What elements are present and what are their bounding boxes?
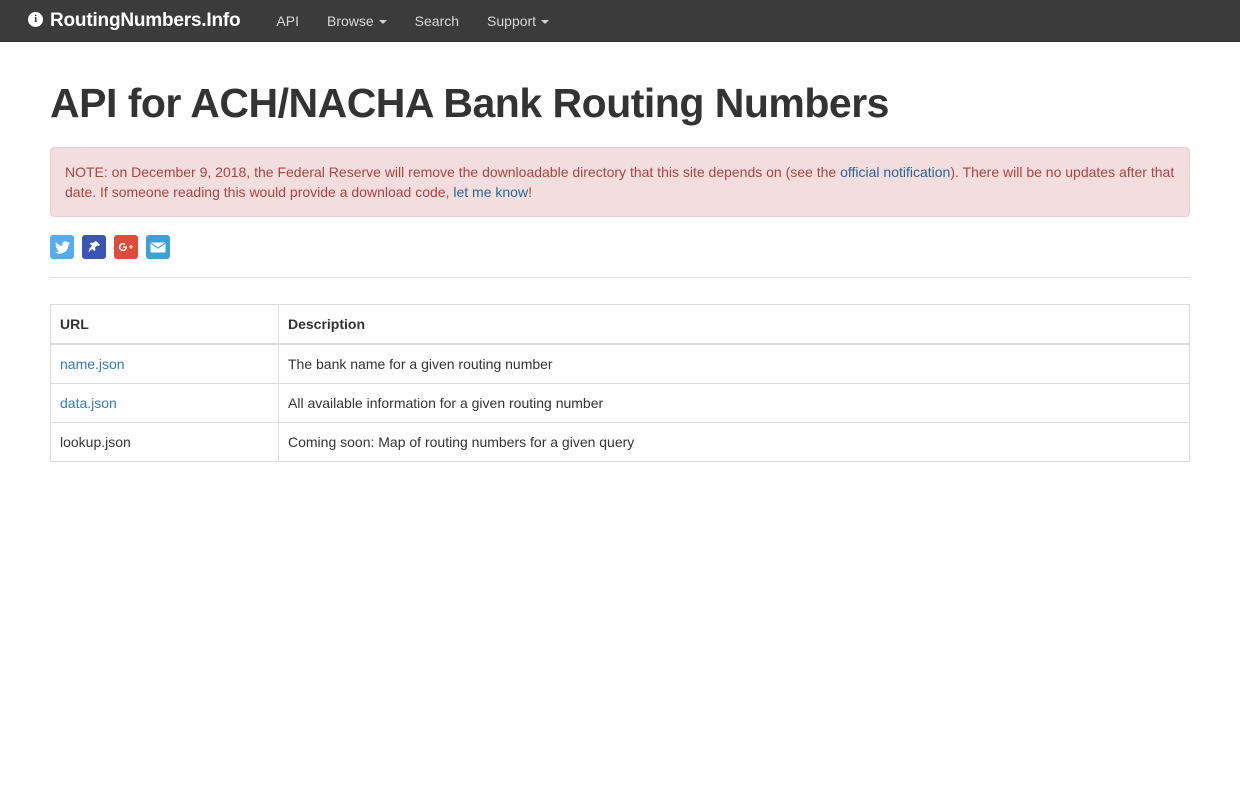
table-row	[51, 344, 1190, 384]
official-notification-link[interactable]: official notification	[840, 164, 951, 180]
table-cell-url	[51, 384, 279, 423]
pinboard-share-icon[interactable]	[82, 235, 106, 259]
nav-item-support[interactable]	[473, 0, 563, 42]
top-navbar	[0, 0, 1240, 42]
alert-text-2: ). There will be no updates after that date. If someone reading this would provide a download code,	[65, 164, 1175, 200]
email-share-icon[interactable]	[146, 235, 170, 259]
table-header-row	[51, 305, 1190, 345]
table-cell-url	[51, 423, 279, 462]
table-row	[51, 423, 1190, 462]
data-json-link[interactable]: data.json	[60, 395, 117, 411]
table-header-url: URL	[51, 305, 279, 345]
alert-text-3: !	[528, 184, 532, 200]
notice-alert	[50, 147, 1190, 217]
nav-item-api[interactable]	[262, 0, 313, 42]
google-plus-share-icon[interactable]	[114, 235, 138, 259]
nav-item-search[interactable]	[401, 0, 473, 42]
lookup-json-text: lookup.json	[60, 434, 131, 450]
alert-text-1: NOTE: on December 9, 2018, the Federal Reserve will remove the downloadable directory that this site depends on (see the	[65, 164, 841, 180]
page-title: API for ACH/NACHA Bank Routing Numbers	[50, 80, 889, 126]
brand-label: RoutingNumbers.Info	[50, 9, 241, 31]
table-body	[51, 344, 1190, 462]
table-cell-description: Coming soon: Map of routing numbers for a given query	[279, 423, 1190, 462]
brand-logo[interactable]	[28, 10, 240, 32]
chevron-down-icon	[379, 20, 387, 24]
name-json-link[interactable]: name.json	[60, 356, 125, 372]
main-container	[35, 80, 1205, 462]
table-header-description: Description	[279, 305, 1190, 345]
share-buttons-row	[50, 235, 1190, 278]
nav-item-browse-label: Browse	[326, 12, 374, 29]
nav-item-search-label: Search	[414, 12, 460, 29]
nav-item-api-label: API	[276, 12, 299, 29]
table-head	[51, 305, 1190, 345]
chevron-down-icon	[541, 20, 549, 24]
nav-item-browse[interactable]	[313, 0, 401, 42]
table-row	[51, 384, 1190, 423]
info-circle-icon: i	[28, 12, 43, 27]
table-cell-description: The bank name for a given routing number	[279, 344, 1190, 384]
table-cell-url	[51, 344, 279, 384]
nav-items	[262, 0, 563, 42]
nav-item-support-label: Support	[487, 12, 537, 29]
api-endpoints-table	[50, 304, 1190, 462]
let-me-know-link[interactable]: let me know	[453, 184, 529, 200]
twitter-share-icon[interactable]	[50, 235, 74, 259]
table-cell-description: All available information for a given routing number	[279, 384, 1190, 423]
